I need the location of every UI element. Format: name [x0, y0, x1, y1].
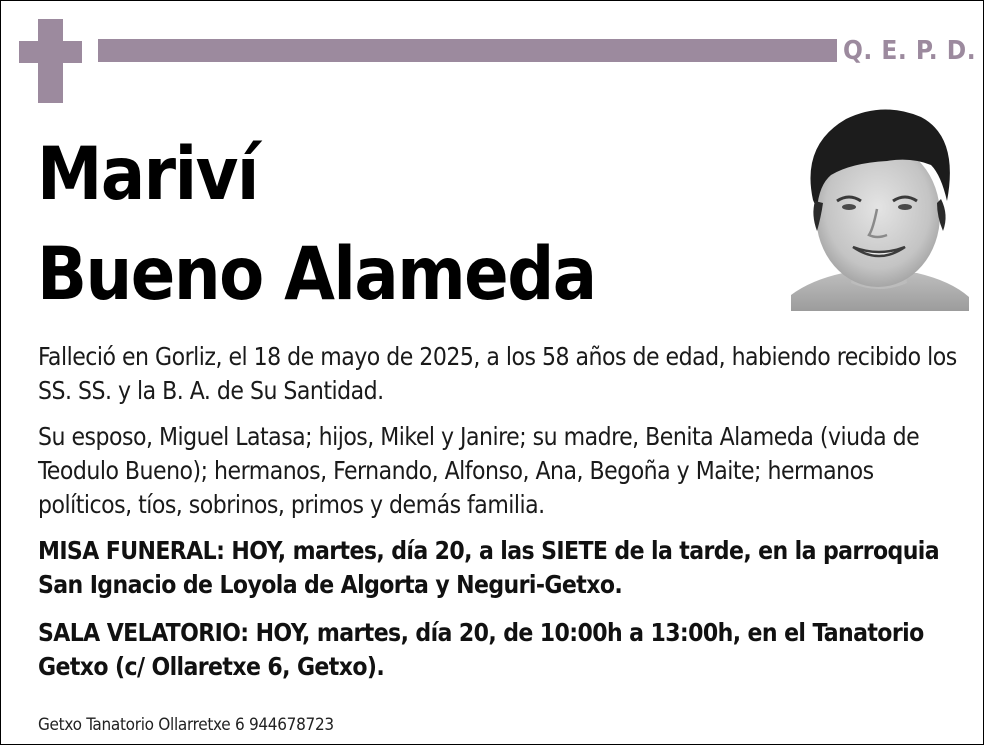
- cross-icon-horizontal: [19, 41, 82, 63]
- funeral-home-contact: Getxo Tanatorio Ollarretxe 6 944678723: [38, 715, 334, 735]
- funeral-mass-text: MISA FUNERAL: HOY, martes, día 20, a las SIETE de la tarde, en la parroquia San Ignacio de Loyola de Algorta y Neguri-Getxo.: [38, 536, 940, 599]
- wake-room-text: SALA VELATORIO: HOY, martes, día 20, de 10:00h a 13:00h, en el Tanatorio Getxo (c/ Ollaretxe 6, Getxo).: [38, 618, 924, 681]
- deceased-surnames: Bueno Alameda: [37, 232, 596, 317]
- portrait-photo-icon: [791, 105, 969, 311]
- qepd-label: Q. E. P. D.: [843, 36, 977, 66]
- death-notice-text: Falleció en Gorliz, el 18 de mayo de 2025, a los 58 años de edad, habiendo recibido los SS. SS. y la B. A. de Su Santidad.: [38, 342, 957, 405]
- header-rule: [98, 39, 837, 62]
- deceased-first-name: Mariví: [37, 132, 258, 217]
- family-text: Su esposo, Miguel Latasa; hijos, Mikel y Janire; su madre, Benita Alameda (viuda de Teodulo Bueno); hermanos, Fernando, Alfonso, Ana, Begoña y Maite; hermanos políticos, tíos, sobrinos, primos y demás familia.: [38, 422, 920, 519]
